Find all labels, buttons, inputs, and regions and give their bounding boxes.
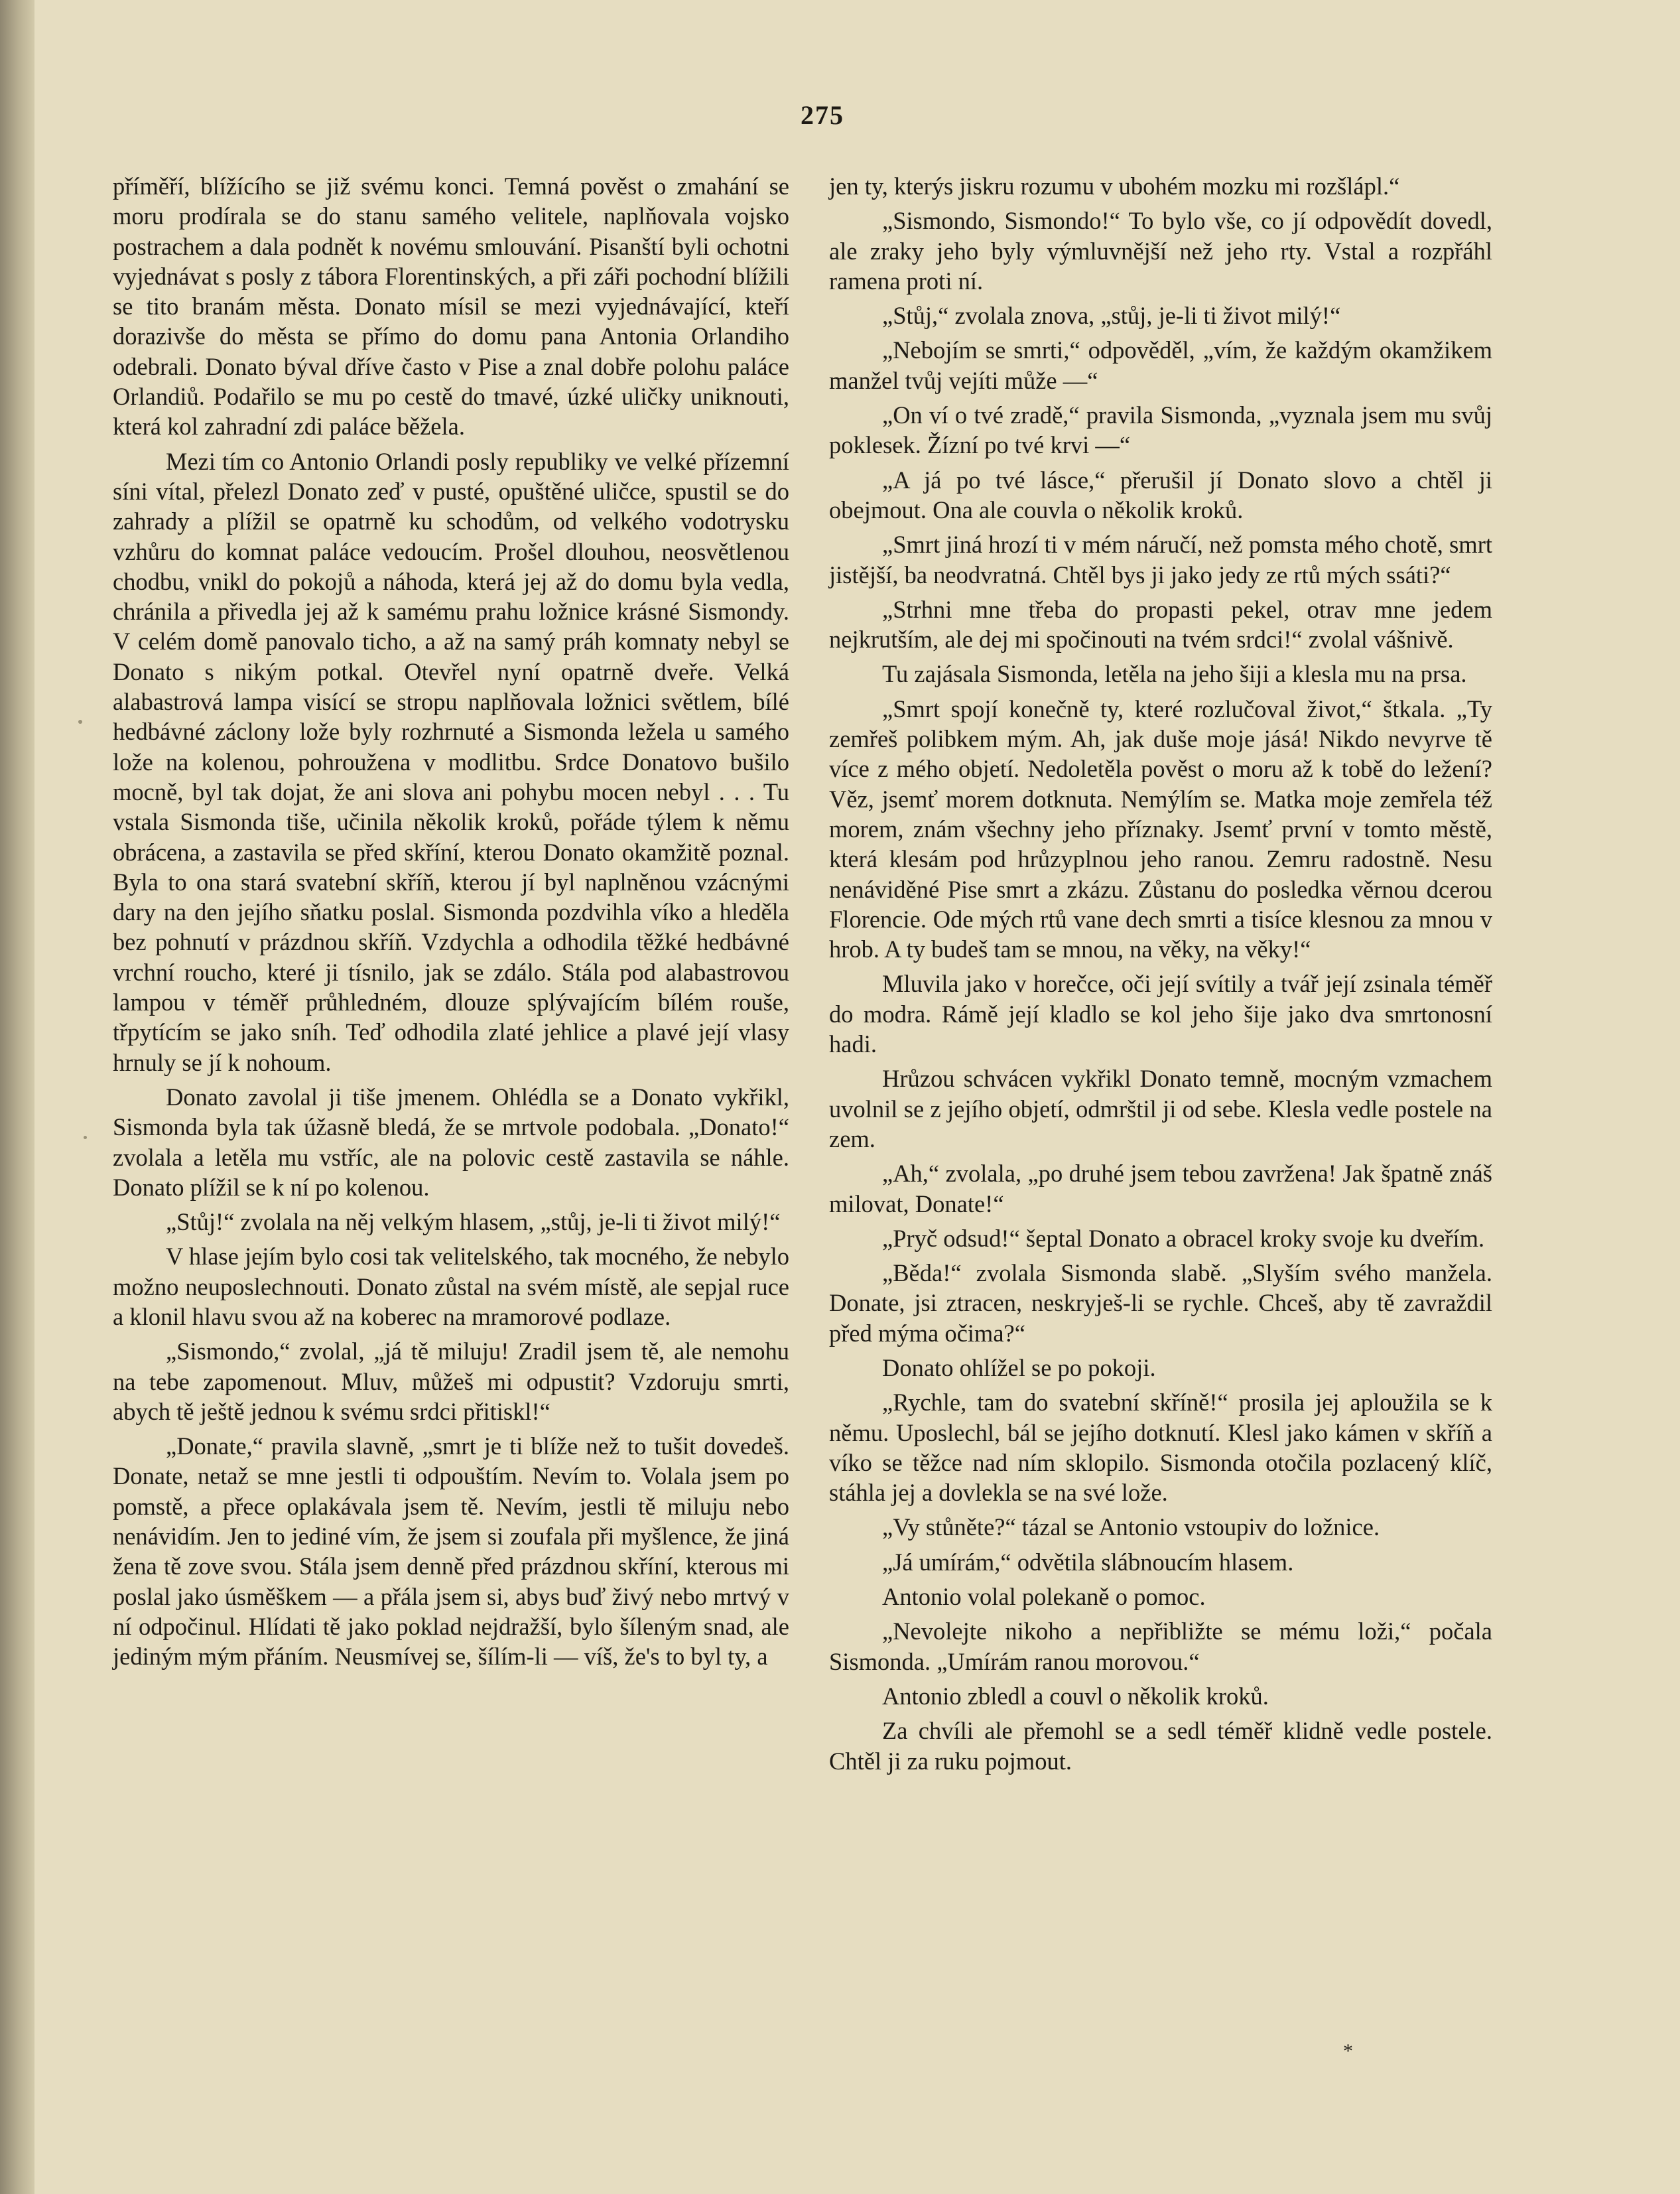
paragraph: „On ví o tvé zradě,“ pravila Sismonda, „vyznala jsem mu svůj poklesek. Žízní po tvé krvi —“ [829, 401, 1492, 459]
paragraph: Tu zajásala Sismonda, letěla na jeho šiji a klesla mu na prsa. [882, 660, 1467, 688]
paragraph: „Nebojím se smrti,“ odpověděl, „vím, že každým okamžikem manžel tvůj vejíti může —“ [829, 336, 1492, 394]
right-column [829, 171, 1492, 1781]
paragraph: „Rychle, tam do svatební skříně!“ prosila jej aploužila se k němu. Uposlechl, bál se jejího dotknutí. Klesl jako kámen v skříň a víko se těžce nad ním sklopilo. Sismonda otočila pozlacený klíč, stáhla jej a dovlekla se na své lože. [829, 1389, 1492, 1507]
paragraph: „Vy stůněte?“ tázal se Antonio vstoupiv do ložnice. [882, 1513, 1380, 1541]
paragraph: Mezi tím co Antonio Orlandi posly republiky ve velké přízemní síni vítal, přelezl Donato zeď v pusté, opuštěné uličce, spustil se do zahrady a plížil se opatrně ku schodům, od velkého vodotrysku vzhůru do komnat paláce vedoucím. Prošel dlouhou, neosvětlenou chodbu, vnikl do pokojů a náhoda, která jej až do domu byla vedla, chránila a přivedla jej až k samému prahu ložnice krásné Sismondy. V celém domě panovalo ticho, a až na samý práh komnaty nebyl se Donato s nikým potkal. Otevřel nyní opatrně dveře. Velká alabastrová lampa visící se stropu naplňovala ložnici světlem, bílé hedbávné záclony lože byly rozhrnuté a Sismonda ležela u samého lože na kolenou, pohroužena v modlitbu. Srdce Donatovo bušilo mocně, byl tak dojat, že ani slova ani pohybu mocen nebyl . . . Tu vstala Sismonda tiše, učinila několik kroků, pořáde týlem k němu obrácena, a zastavila se před skříní, kterou Donato okamžitě poznal. Byla to ona stará svatební skříň, kterou jí byl naplněnou vzácnými dary na den jejího sňatku poslal. Sismonda pozdvihla víko a hleděla bez pohnutí v prázdnou skříň. Vzdychla a odhodila těžké hedbávné vrchní roucho, které ji tísnilo, jak se zdálo. Stála pod alabastrovou lampou v téměř průhledném, dlouze splývajícím bílém rouše, třpytícím se jako sníh. Teď odhodila zlaté jehlice a plavé její vlasy hrnuly se jí k nohoum. [113, 447, 789, 1076]
book-gutter [0, 0, 34, 2194]
page-number: 275 [801, 100, 844, 130]
paragraph: „Stůj!“ zvolala na něj velkým hlasem, „stůj, je-li ti život milý!“ [166, 1208, 781, 1236]
paper-speck [78, 720, 82, 724]
paragraph: Za chvíli ale přemohl se a sedl téměř klidně vedle postele. Chtěl ji za ruku pojmout. [829, 1717, 1492, 1775]
paragraph: „Smrt spojí konečně ty, které rozlučoval život,“ štkala. „Ty zemřeš polibkem mým. Ah, jak duše moje jásá! Nikdo nevyrve tě více z mého objetí. Nedoletěla pověst o moru až k tobě do ležení? Věz, jsemť morem dotknuta. Nemýlím se. Matka moje zemřela též morem, znám všechny jeho příznaky. Jsemť první v tomto městě, která klesám pod hrůzyplnou jeho ranou. Zemru radostně. Nesu nenáviděné Pise smrt a zkázu. Zůstanu do posledka věrnou dcerou Florencie. Ode mých rtů vane dech smrti a tisíce klesnou za mnou v hrob. A ty budeš tam se mnou, na věky, na věky!“ [829, 695, 1492, 963]
section-end-mark: * [1343, 2040, 1353, 2062]
paper-speck [84, 1136, 87, 1139]
paragraph: „Pryč odsud!“ šeptal Donato a obracel kroky svoje ku dveřím. [882, 1224, 1485, 1252]
paragraph: Donato ohlížel se po pokoji. [882, 1353, 1156, 1381]
paragraph: Donato zavolal ji tiše jmenem. Ohlédla se a Donato vykřikl, Sismonda byla tak úžasně bledá, že se mrtvole podobala. „Donato!“ zvolala a letěla mu vstříc, ale na polovic cestě zastavila se náhle. Donato plížil se k ní po kolenou. [113, 1083, 789, 1201]
paragraph: „Já umírám,“ odvětila slábnoucím hlasem. [882, 1548, 1294, 1576]
left-column [113, 171, 789, 1677]
paragraph: „Ah,“ zvolala, „po druhé jsem tebou zavržena! Jak špatně znáš milovat, Donate!“ [829, 1160, 1492, 1217]
paragraph: Hrůzou schvácen vykřikl Donato temně, mocným vzmachem uvolnil se z jejího objetí, odmrštil ji od sebe. Klesla vedle postele na zem. [829, 1065, 1492, 1152]
paragraph: příměří, blížícího se již svému konci. Temná pověst o zmahání se moru prodírala se do stanu samého velitele, naplňovala vojsko postrachem a dala podnět k novému smlouvání. Pisanští byli ochotni vyjednávat s posly z tábora Florentinských, a při záři pochodní blížili se tito branám města. Donato mísil se mezi vyjednávající, kteří dorazivše do města se přímo do domu pana Antonia Orlandiho odebrali. Donato býval dříve často v Pise a znal dobře polohu paláce Orlandiů. Podařilo se mu po cestě do tmavé, úzké uličky uniknouti, která kol zahradní zdi paláce běžela. [113, 172, 789, 441]
paragraph: „Strhni mne třeba do propasti pekel, otrav mne jedem nejkrutším, ale dej mi spočinouti na tvém srdci!“ zvolal vášnivě. [829, 595, 1492, 653]
paragraph: „Sismondo,“ zvolal, „já tě miluju! Zradil jsem tě, ale nemohu na tebe zapomenout. Mluv, můžeš mi odpustit? Vzdoruju smrti, abych tě ještě jednou k svému srdci přitiskl!“ [113, 1337, 789, 1425]
paragraph: Antonio volal polekaně o pomoc. [882, 1583, 1206, 1611]
paragraph: „Smrt jiná hrozí ti v mém náručí, než pomsta mého chotě, smrt jistější, ba neodvratná. Chtěl bys ji jako jedy ze rtů mých ssáti?“ [829, 531, 1492, 588]
paragraph: jen ty, kterýs jiskru rozumu v ubohém mozku mi rozšlápl.“ [829, 172, 1400, 200]
paragraph: „Nevolejte nikoho a nepřibližte se mému loži,“ počala Sismonda. „Umírám ranou morovou.“ [829, 1617, 1492, 1675]
paragraph: „Stůj,“ zvolala znova, „stůj, je-li ti život milý!“ [882, 302, 1341, 330]
paragraph: Mluvila jako v horečce, oči její svítily a tvář její zsinala téměř do modra. Rámě její kladlo se kol jeho šije jako dva smrtonosní hadi. [829, 970, 1492, 1058]
paragraph: „Běda!“ zvolala Sismonda slabě. „Slyším svého manžela. Donate, jsi ztracen, neskryješ-li se rychle. Chceš, aby tě zavraždil před mýma očima?“ [829, 1259, 1492, 1347]
paragraph: Antonio zbledl a couvl o několik kroků. [882, 1682, 1269, 1710]
paragraph: „Donate,“ pravila slavně, „smrt je ti blíže než to tušit dovedeš. Donate, netaž se mne jestli ti odpouštím. Nevím to. Volala jsem po pomstě, a přece oplakávala jsem tě. Nevím, jestli tě miluju nebo nenávidím. Jen to jediné vím, že jsem si zoufala při myšlence, že jiná žena tě zove svou. Stála jsem denně před prázdnou skříní, kterous mi poslal jako úsměškem — a přála jsem si, abys buď živý nebo mrtvý v ní odpočinul. Hlídati tě jako poklad nejdražší, bylo šíleným snad, ale jediným mým přáním. Neusmívej se, šílím-li — víš, že's to byl ty, a [113, 1432, 789, 1671]
paragraph: „A já po tvé lásce,“ přerušil jí Donato slovo a chtěl ji obejmout. Ona ale couvla o několik kroků. [829, 466, 1492, 523]
paragraph: „Sismondo, Sismondo!“ To bylo vše, co jí odpovědít dovedl, ale zraky jeho byly výmluvnější než jeho rty. Vstal a rozpřáhl ramena proti ní. [829, 207, 1492, 295]
paragraph: V hlase jejím bylo cosi tak velitelského, tak mocného, že nebylo možno neuposlechnouti. Donato zůstal na svém místě, ale sepjal ruce a klonil hlavu svou až na koberec na mramorové podlaze. [113, 1243, 789, 1330]
